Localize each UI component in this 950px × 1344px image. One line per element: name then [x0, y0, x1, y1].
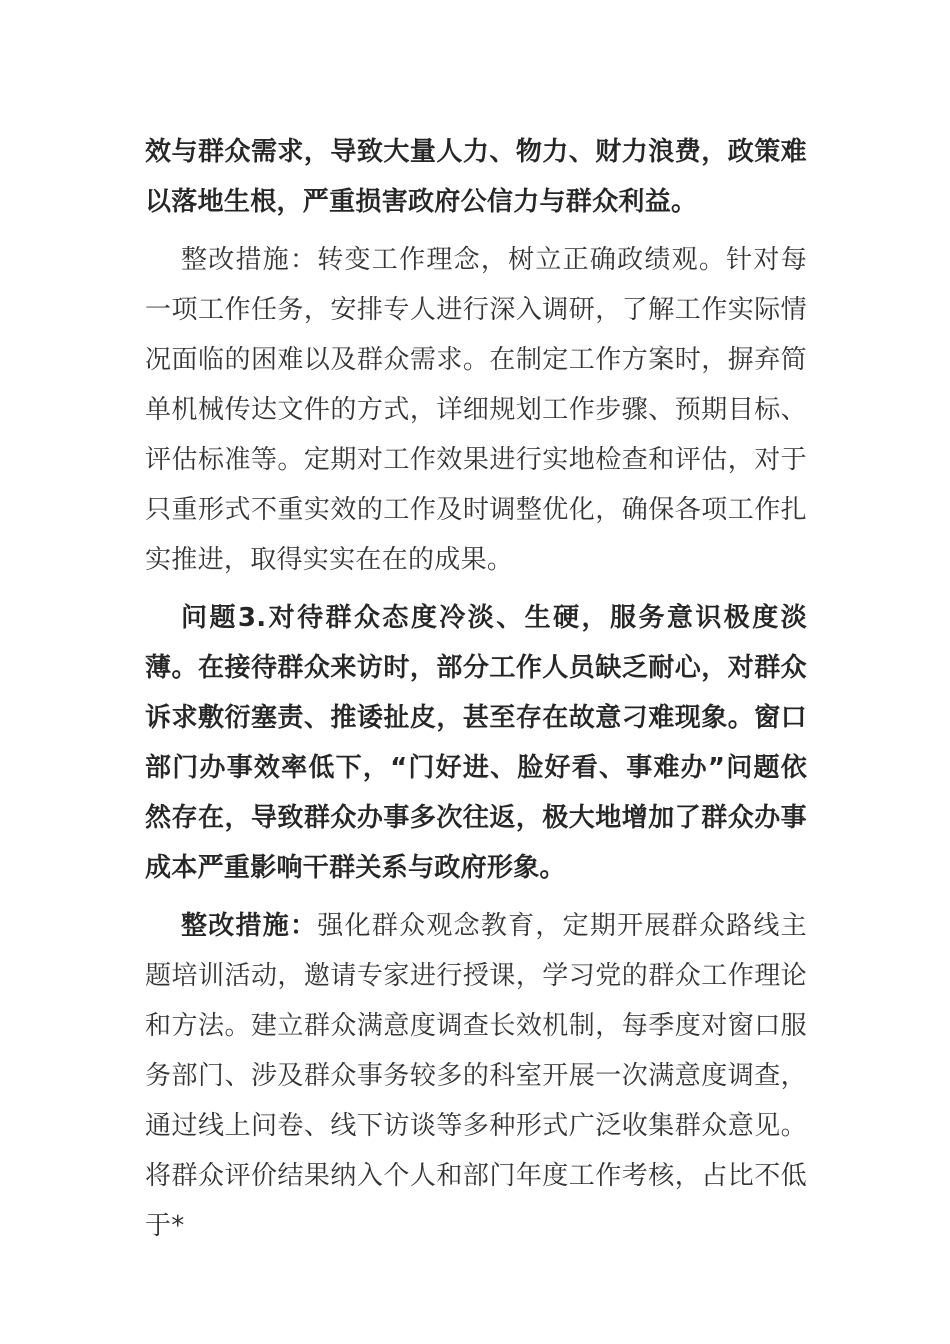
rectification-body: 强化群众观念教育，定期开展群众路线主题培训活动，邀请专家进行授课，学习党的群众工作理论和方法。建立群众满意度调查长效机制，每季度对窗口服务部门、涉及群众事务较多的科室开展一次满意度调查，通过线上问卷、线下访谈等多种形式广泛收集群众意见。将群众评价结果纳入个人和部门年度工作考核，占比不低于* [145, 911, 807, 1241]
paragraph-rectification-measures-2: 整改措施：转变工作理念，树立正确政绩观。针对每一项工作任务，安排专人进行深入调研，了解工作实际情况面临的困难以及群众需求。在制定工作方案时，摒弃简单机械传达文件的方式，详细规划工作步骤、预期目标、评估标准等。定期对工作效果进行实地检查和评估，对于只重形式不重实效的工作及时调整优化，确保各项工作扎实推进，取得实实在在的成果。 [145, 245, 807, 575]
document-body [145, 127, 807, 1251]
paragraph-problem-3: 问题3.对待群众态度冷淡、生硬，服务意识极度淡薄。在接待群众来访时，部分工作人员缺乏耐心，对群众诉求敷衍塞责、推诿扯皮，甚至存在故意刁难现象。窗口部门办事效率低下，“门好进、脸好看、事难办”问题依然存在，导致群众办事多次往返，极大地增加了群众办事成本严重影响干群关系与政府形象。 [145, 603, 807, 883]
paragraph-rectification-measures-3 [145, 901, 807, 1251]
paragraph-continuation: 效与群众需求，导致大量人力、物力、财力浪费，政策难以落地生根，严重损害政府公信力与群众利益。 [145, 137, 807, 217]
rectification-label: 整改措施： [181, 911, 318, 941]
